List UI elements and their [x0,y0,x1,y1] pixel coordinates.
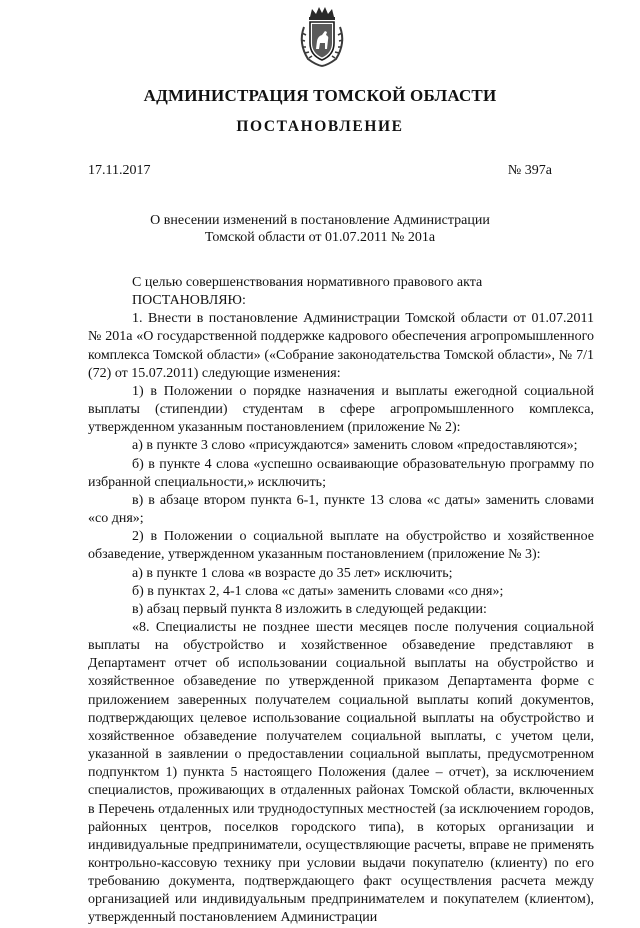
paragraph: 1) в Положении о порядке назначения и выплаты ежегодной социальной выплаты (стипендии) студентам в сфере агропромышленного комплекса, утвержденном указанным постановлением (приложение № 2): [88,383,594,436]
paragraph: а) в пункте 3 слово «присуждаются» заменить словом «предоставляются»; [132,438,578,454]
subject-line: О внесении изменений в постановление Администрации [150,213,490,228]
paragraph-decree: ПОСТАНОВЛЯЮ: [132,293,246,309]
document-body [88,274,594,928]
document-subject [0,212,640,246]
paragraph: в) в абзаце втором пункта 6-1, пункте 13 слова «с даты» заменить словами «со дня»; [88,492,594,527]
subject-line: Томской области от 01.07.2011 № 201а [204,230,436,245]
paragraph: б) в пунктах 2, 4-1 слова «с даты» заменить словами «со дня»; [132,583,504,599]
paragraph: а) в пункте 1 слова «в возрасте до 35 лет» исключить; [132,565,453,581]
document-type: ПОСТАНОВЛЕНИЕ [236,118,404,135]
paragraph: б) в пункте 4 слова «успешно осваивающие образовательную программу по избранной специальности,» исключить; [88,456,594,490]
paragraph: в) абзац первый пункта 8 изложить в следующей редакции: [132,601,487,617]
paragraph: 2) в Положении о социальной выплате на обустройство и хозяйственное обзаведение, утвержденном указанным постановлением (приложение № 3): [88,529,594,563]
document-date: 17.11.2017 [88,163,151,178]
paragraph: «8. Специалисты не позднее шести месяцев после получения социальной выплаты на обустройство и хозяйственное обзаведение представляют в Департамент отчет об использовании социальной выплаты на обустройство и хозяйственное обзаведение по утвержденной приказом Департамента форме с приложением заверенных получателем социальной выплаты копий документов, подтверждающих целевое использование социальной выплаты на обустройство и хозяйственное обзаведение получателем социальной выплаты, с учетом цели, указанной в заявлении о предоставлении социальной выплаты, предусмотренном подпунктом 1) пункта 5 настоящего Положения (далее – отчет), за исключением специалистов, проживающих в отдаленных районах Томской области, включенных в Перечень отдаленных или труднодоступных местностей (за исключением городов, районных центров, поселков городского типа), в которых организации и индивидуальные предприниматели, осуществляющие расчеты, вправе не применять контрольно-кассовую технику при условии выдачи покупателю (клиенту) по его требованию документа, подтверждающего факт осуществления расчета между организацией или индивидуальным предпринимателем и покупателем (клиентом), утвержденный постановлением Администрации [88,619,594,926]
document-number: № 397а [507,163,552,178]
organization-title: АДМИНИСТРАЦИЯ ТОМСКОЙ ОБЛАСТИ [143,86,497,105]
paragraph: С целью совершенствования нормативного правового акта [132,275,483,290]
tomsk-region-coat-of-arms-icon [296,5,348,67]
paragraph: 1. Внести в постановление Администрации Томской области от 01.07.2011 № 201а «О государственной поддержке кадрового обеспечения агропромышленного комплекса Томской области» («Собрание законодательства Томской области», № 7/1 (72) от 15.07.2011) следующие изменения: [88,311,594,381]
